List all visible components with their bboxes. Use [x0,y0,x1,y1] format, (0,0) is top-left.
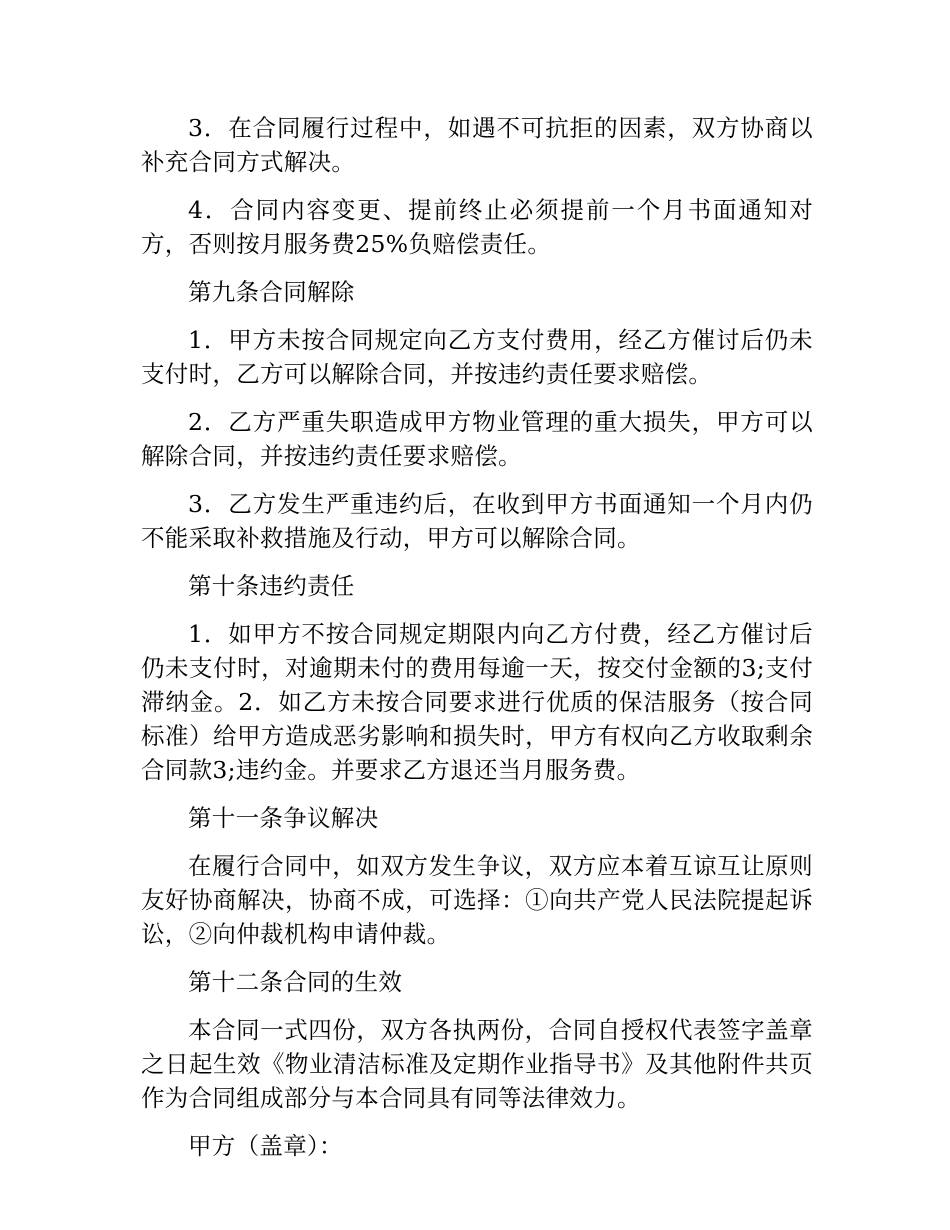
clause-12-heading: 第十二条合同的生效 [188,968,403,996]
clause-8-item-3: 3．在合同履行过程中，如遇不可抗拒的因素，双方协商以补充合同方式解决。 [141,114,813,176]
clause-10-heading: 第十条违约责任 [188,572,355,600]
clause-11-body: 在履行合同中，如双方发生争议，双方应本着互谅互让原则友好协商解决，协商不成，可选择：①向共产党人民法院提起诉讼，②向仲裁机构申请仲裁。 [141,852,813,948]
clause-8-item-4: 4．合同内容变更、提前终止必须提前一个月书面通知对方，否则按月服务费25%负赔偿责任。 [141,196,813,258]
clause-9-item-3: 3．乙方发生严重违约后，在收到甲方书面通知一个月内仍不能采取补救措施及行动，甲方可以解除合同。 [141,490,813,552]
clause-9-item-2: 2．乙方严重失职造成甲方物业管理的重大损失，甲方可以解除合同，并按违约责任要求赔偿。 [141,408,813,470]
party-a-seal-label: 甲方（盖章）： [188,1132,343,1160]
clause-9-item-1: 1．甲方未按合同规定向乙方支付费用，经乙方催讨后仍未支付时，乙方可以解除合同，并按违约责任要求赔偿。 [141,326,813,388]
clause-10-items: 1．如甲方不按合同规定期限内向乙方付费，经乙方催讨后仍未支付时，对逾期未付的费用每逾一天，按交付金额的3;支付滞纳金。2．如乙方未按合同要求进行优质的保洁服务（按合同标准）给甲方造成恶劣影响和损失时，甲方有权向乙方收取剩余合同款3;违约金。并要求乙方退还当月服务费。 [141,620,813,784]
clause-12-body: 本合同一式四份，双方各执两份，合同自授权代表签字盖章之日起生效《物业清洁标准及定期作业指导书》及其他附件共页作为合同组成部分与本合同具有同等法律效力。 [141,1016,813,1112]
clause-11-heading: 第十一条争议解决 [188,804,379,832]
document-body [141,111,813,1177]
clause-9-heading: 第九条合同解除 [188,278,355,306]
